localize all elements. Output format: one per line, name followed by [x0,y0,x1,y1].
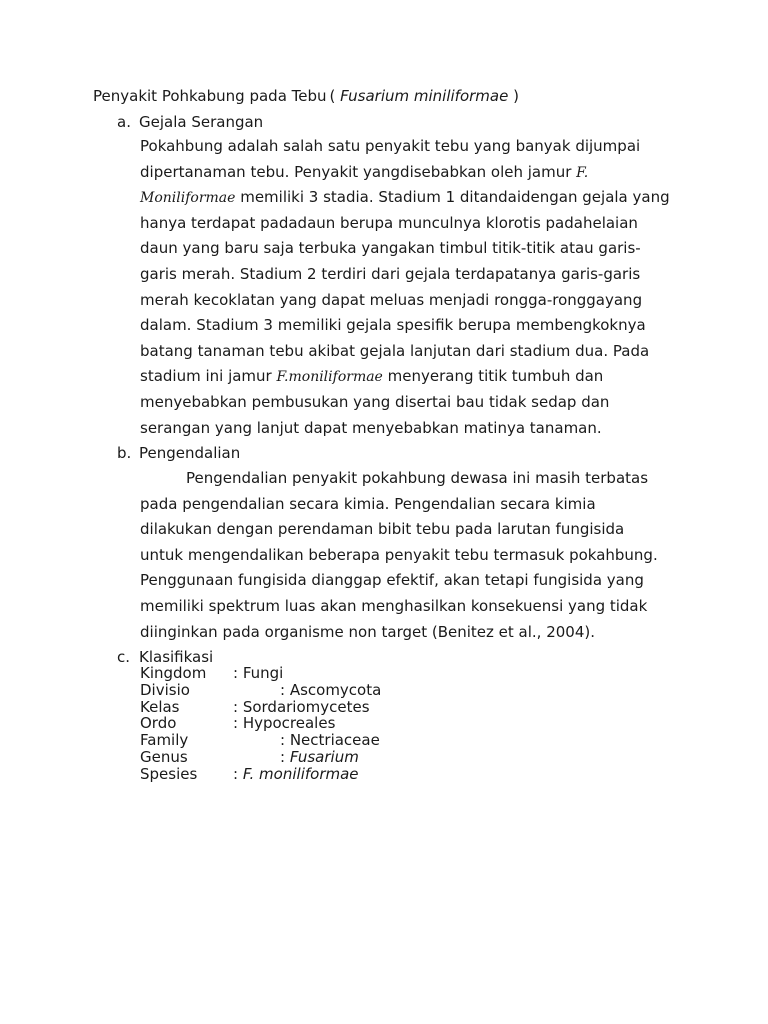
para-line: serangan yang lanjut dapat menyebabkan matinya tanaman. [140,418,602,437]
section-a-paragraph [140,134,670,441]
para-line: Penggunaan fungisida dianggap efektif, akan tetapi fungisida yang [140,571,644,590]
para-line: garis merah. Stadium 2 terdiri dari gejala terdapatanya garis-garis [140,264,641,283]
para-line: daun yang baru saja terbuka yangakan timbul titik-titik atau garis- [140,239,641,258]
para-line: pada pengendalian secara kimia. Pengendalian secara kimia [140,494,596,513]
section-b-heading: b. Pengendalian [117,444,241,462]
section-c-heading: c. Klasifikasi [117,648,214,666]
document-title: Penyakit Pohkabung pada Tebu ( Fusarium miniliformae ) [93,87,519,105]
para-line: hanya terdapat padadaun berupa munculnya klorotis padahelaian [140,213,638,232]
para-line: merah kecoklatan yang dapat meluas menjadi rongga-ronggayang [140,290,643,309]
section-b-paragraph [140,466,660,645]
para-line: stadium ini jamur F.moniliformae menyerang titik tumbuh dan [140,367,604,386]
para-line: Pokahbung adalah salah satu penyakit tebu yang banyak dijumpai [140,137,641,155]
para-line: dalam. Stadium 3 memiliki gejala spesifik berupa membengkoknya [140,316,646,335]
document-page: Penyakit Pohkabung pada Tebu ( Fusarium miniliformae ) a. Gejala Serangan Pokahbung adalah salah satu penyakit tebu yang banyak dijumpai dipertanaman tebu. Penyakit yangdisebabkan oleh jamur F. Moniliformae memiliki 3 stadia. Stadium 1 ditandaidengan gejala yang hanya terdapat padadaun berupa munculnya klorotis padahelaian daun yang baru saja terbuka yangakan timbul titik-titik atau garis- garis merah. Stadium 2 terdiri dari gejala terdapatanya garis-garis merah kecoklatan yang dapat meluas menjadi rongga-ronggayang dalam. Stadium 3 memiliki gejala spesifik berupa membengkoknya batang tanaman tebu akibat gejala lanjutan dari stadium dua. Pada stadium ini jamur F.moniliformae menyerang titik tumbuh dan menyebabkan pembusukan yang disertai bau tidak sedap dan serangan yang lanjut dapat menyebabkan matinya tanaman. b. Pengendalian Pengendalian penyakit pokahbung dewasa ini masih terbatas pada pengendalian secara kimia. Pengendalian secara kimia dilakukan dengan perendaman bibit tebu pada larutan fungisida untuk mengendalikan beberapa penyakit tebu termasuk pokahbung. Penggunaan fungisida dianggap efektif, akan tetapi fungisida yang memiliki spektrum luas akan menghasilkan konsekuensi yang tidak diinginkan pada organisme non target (Benitez et al., 2004). c. Klasifikasi Kingdom : Fungi Divisio : Ascomycota Kelas : Sordariomycetes Ordo : Hypocreales Family : Nectriaceae Genus : Fusarium Spesies : F. moniliformae [93,87,670,783]
para-line: memiliki spektrum luas akan menghasilkan konsekuensi yang tidak [140,596,648,615]
para-line: dipertanaman tebu. Penyakit yangdisebabkan oleh jamur F. [140,162,589,181]
para-line: diinginkan pada organisme non target (Benitez et al., 2004). [140,622,596,641]
title-species: Fusarium miniliformae [340,87,509,105]
para-line: Pengendalian penyakit pokahbung dewasa ini masih terbatas [186,469,649,487]
para-line: dilakukan dengan perendaman bibit tebu pada larutan fungisida [140,520,625,539]
para-line: untuk mengendalikan beberapa penyakit tebu termasuk pokahbung. [140,545,658,564]
section-a-heading: a. Gejala Serangan [117,113,264,131]
para-line: Moniliformae memiliki 3 stadia. Stadium 1 ditandaidengan gejala yang [140,188,670,207]
para-line: batang tanaman tebu akibat gejala lanjutan dari stadium dua. Pada [140,341,650,360]
para-line: menyebabkan pembusukan yang disertai bau tidak sedap dan [140,392,610,411]
